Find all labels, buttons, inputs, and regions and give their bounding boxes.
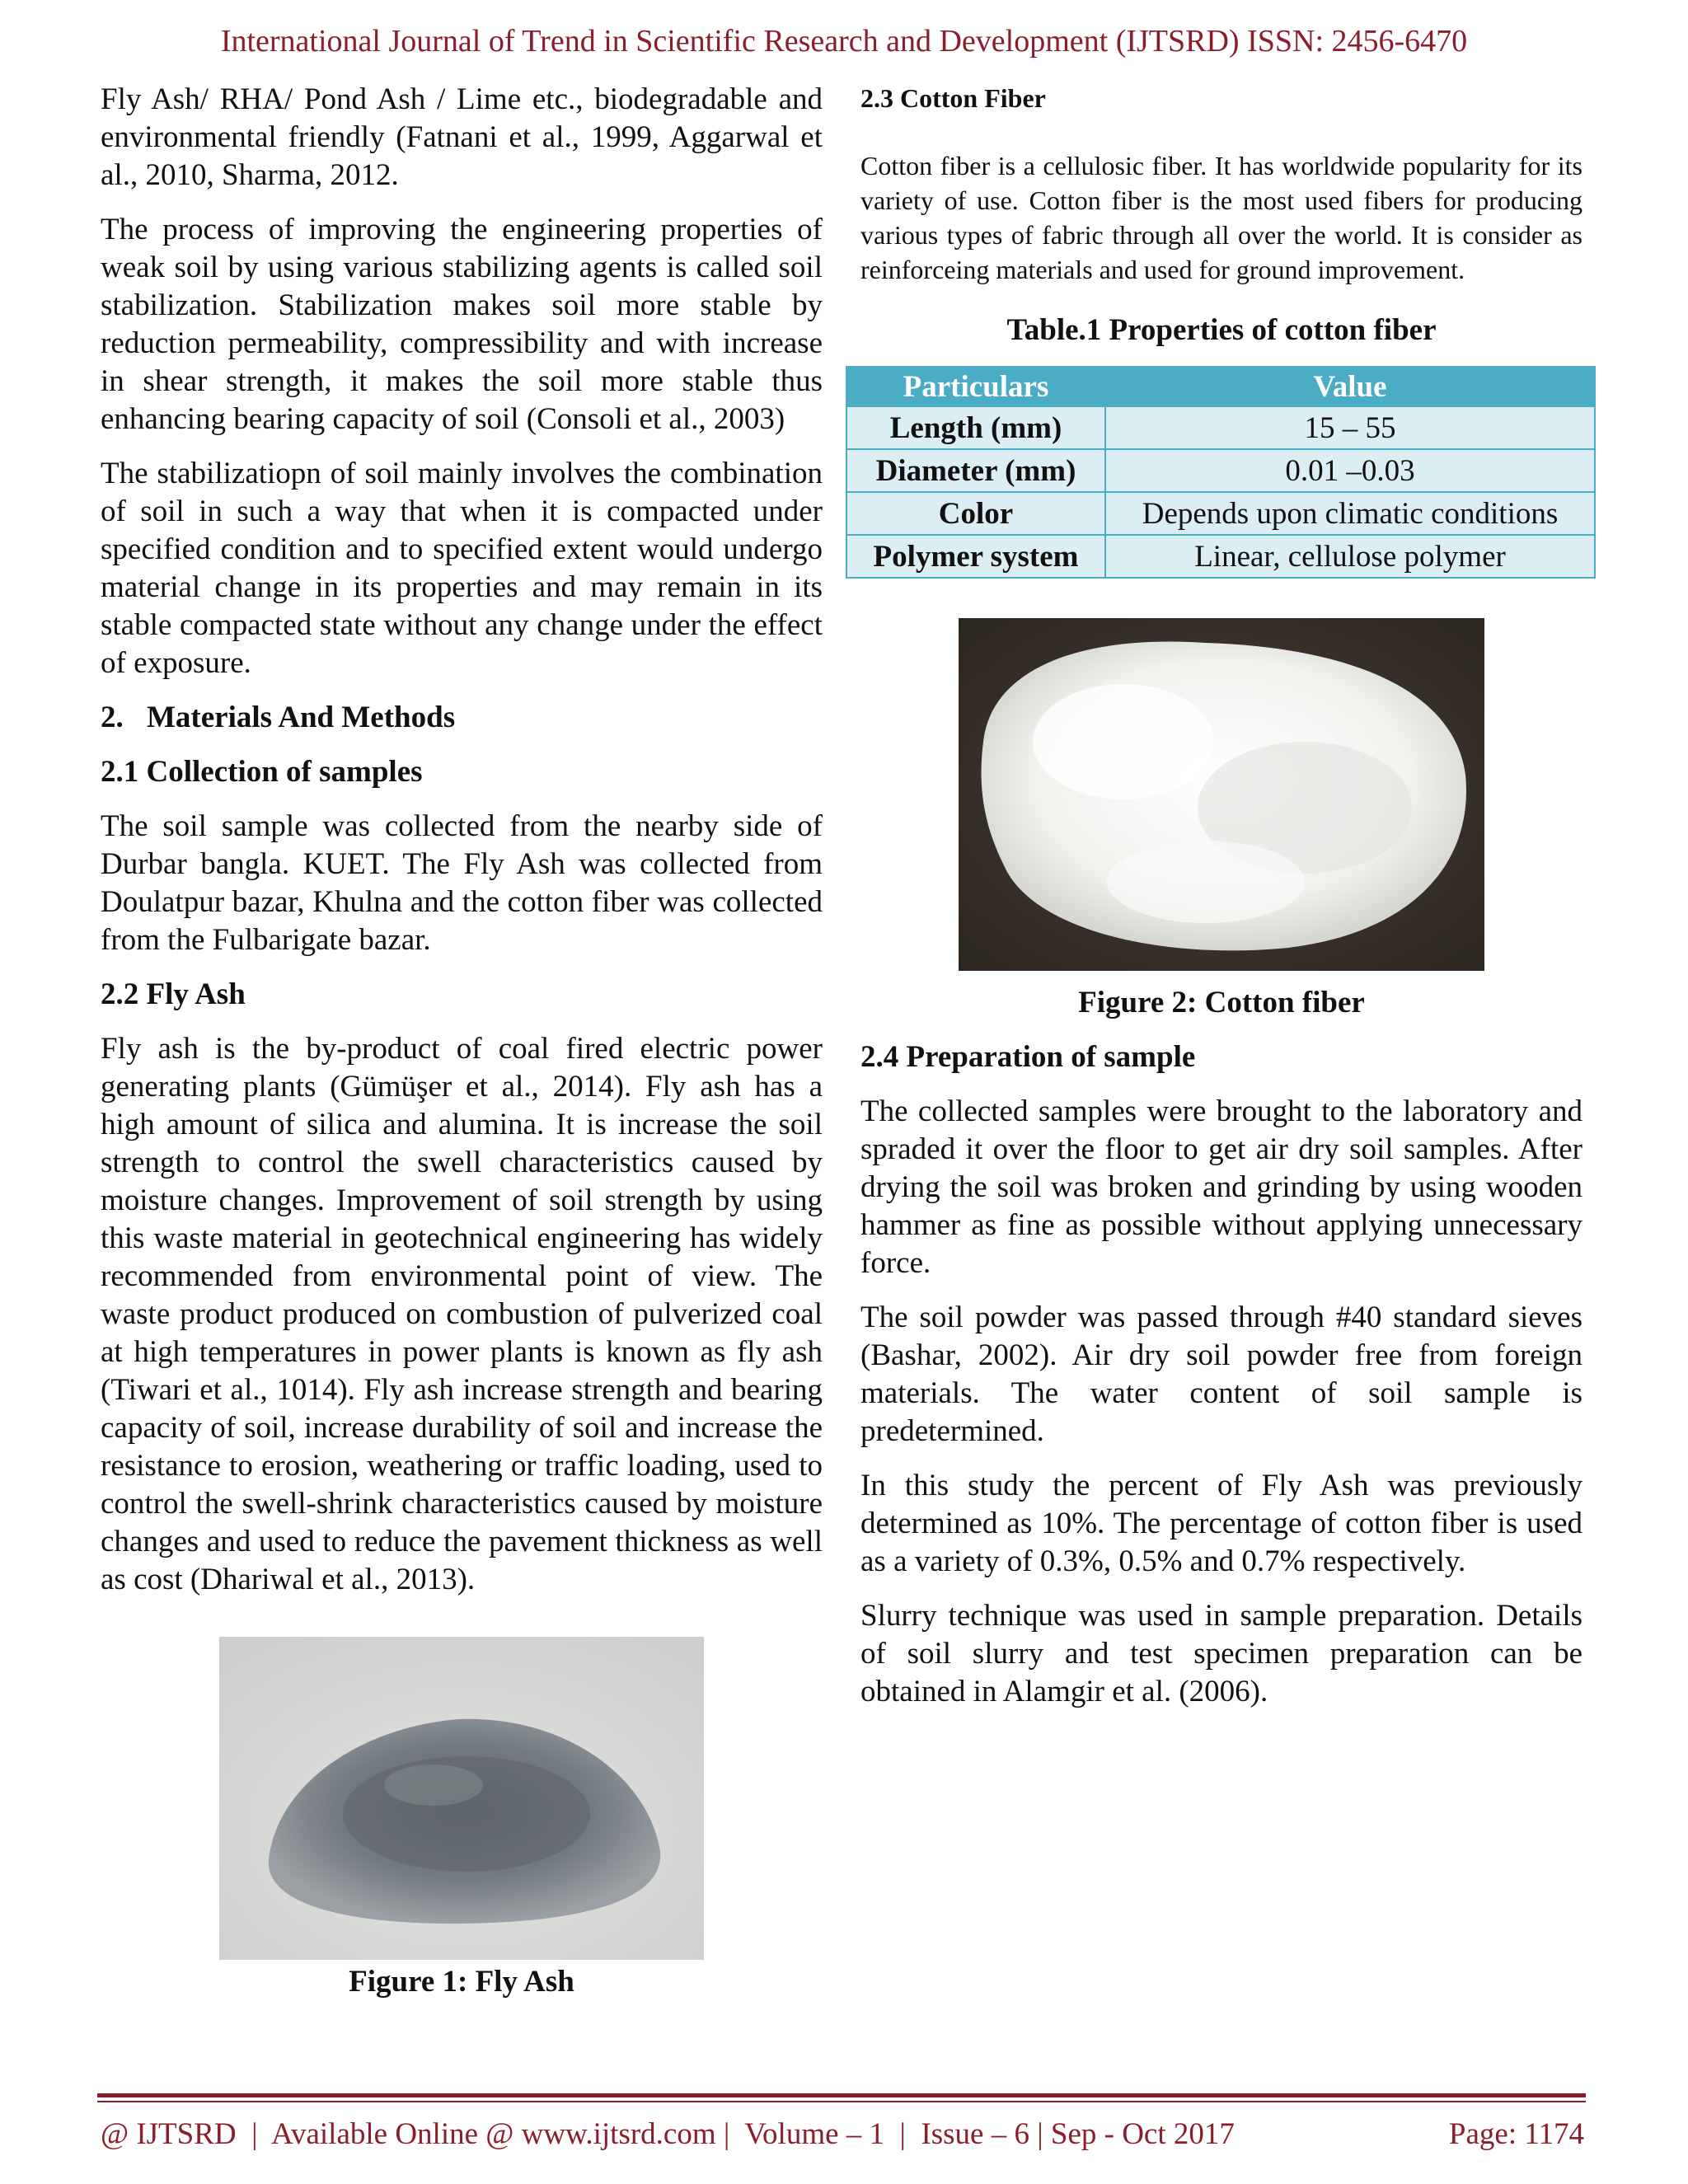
table-cell: Diameter (mm) bbox=[846, 449, 1105, 492]
right-column bbox=[860, 81, 1582, 1727]
cotton-fiber-photo bbox=[959, 618, 1484, 971]
table-cell: Depends upon climatic conditions bbox=[1105, 492, 1595, 535]
column-header-value: Value bbox=[1105, 367, 1595, 406]
subsection-heading-preparation: 2.4 Preparation of sample bbox=[860, 1040, 1196, 1074]
table-cell: Linear, cellulose polymer bbox=[1105, 535, 1595, 578]
subsection-heading-fly-ash: 2.2 Fly Ash bbox=[101, 977, 246, 1011]
intro-paragraph-3: The stabilizatiopn of soil mainly involves the combination of soil in such a way that when it is compacted under specified condition and to specified extent would undergo material change in its properties and may remain in its stable compacted state without any change under the effect of exposure. bbox=[101, 457, 823, 680]
table-1-caption: Table.1 Properties of cotton fiber bbox=[1006, 313, 1437, 347]
figure-2-caption: Figure 2: Cotton fiber bbox=[1078, 986, 1365, 1019]
table-header-row bbox=[846, 367, 1595, 406]
subsection-heading-collection: 2.1 Collection of samples bbox=[101, 755, 423, 789]
cotton-paragraph: Cotton fiber is a cellulosic fiber. It has worldwide popularity for its variety of use. Cotton fiber is the most used fibers for producing various types of fabric through all over the world. It is consider as reinforceing materials and used for ground improvement. bbox=[860, 151, 1582, 284]
table-row bbox=[846, 406, 1595, 449]
section-number: 2. bbox=[101, 701, 124, 734]
section-title: Materials And Methods bbox=[147, 701, 456, 734]
preparation-paragraph-2: The soil powder was passed through #40 standard sieves (Bashar, 2002). Air dry soil powder free from foreign materials. The water content of soil sample is predetermined. bbox=[860, 1301, 1582, 1448]
subsection-heading-cotton: 2.3 Cotton Fiber bbox=[860, 83, 1046, 113]
journal-header: International Journal of Trend in Scientific Research and Development (IJTSRD) ISSN: 2456-6470 bbox=[220, 24, 1468, 59]
footer-divider-thin bbox=[97, 2101, 1586, 2102]
table-cell: Length (mm) bbox=[846, 406, 1105, 449]
table-row bbox=[846, 535, 1595, 578]
collection-paragraph: The soil sample was collected from the nearby side of Durbar bangla. KUET. The Fly Ash was collected from Doulatpur bazar, Khulna and the cotton fiber was collected from the Fulbarigate bazar. bbox=[101, 809, 823, 957]
fly-ash-photo bbox=[219, 1637, 704, 1960]
table-cell: Polymer system bbox=[846, 535, 1105, 578]
intro-paragraph-1: Fly Ash/ RHA/ Pond Ash / Lime etc., biodegradable and environmental friendly (Fatnani et al., 1999, Aggarwal et al., 2010, Sharma, 2012. bbox=[101, 82, 823, 192]
table-cell: 15 – 55 bbox=[1105, 406, 1595, 449]
table-row bbox=[846, 449, 1595, 492]
preparation-paragraph-4: Slurry technique was used in sample preparation. Details of soil slurry and test specimen preparation can be obtained in Alamgir et al. (2006). bbox=[860, 1599, 1582, 1708]
intro-paragraph-2: The process of improving the engineering properties of weak soil by using various stabilizing agents is called soil stabilization. Stabilization makes soil more stable by reduction permeability, compressibility and with increase in shear strength, it makes the soil more stable thus enhancing bearing capacity of soil (Consoli et al., 2003) bbox=[101, 213, 823, 436]
cotton-properties-table bbox=[846, 366, 1596, 579]
column-header-particulars: Particulars bbox=[846, 367, 1105, 406]
footer-text: @ IJTSRD | Available Online @ www.ijtsrd.com | Volume – 1 | Issue – 6 | Sep - Oct 2017 bbox=[101, 2117, 1235, 2151]
table-row bbox=[846, 492, 1595, 535]
table-cell: 0.01 –0.03 bbox=[1105, 449, 1595, 492]
footer-divider bbox=[97, 2093, 1586, 2097]
page-number: Page: 1174 bbox=[1448, 2117, 1584, 2151]
table-cell: Color bbox=[846, 492, 1105, 535]
figure-1-caption: Figure 1: Fly Ash bbox=[349, 1965, 574, 1999]
section-heading-materials bbox=[101, 699, 823, 737]
preparation-paragraph-1: The collected samples were brought to the laboratory and spraded it over the floor to get air dry soil samples. After drying the soil was broken and grinding by using wooden hammer as fine as possible without applying unnecessary force. bbox=[860, 1094, 1582, 1280]
page-footer bbox=[101, 2116, 1584, 2152]
left-column bbox=[101, 81, 823, 2001]
preparation-paragraph-3: In this study the percent of Fly Ash was previously determined as 10%. The percentage of cotton fiber is used as a variety of 0.3%, 0.5% and 0.7% respectively. bbox=[860, 1469, 1582, 1578]
fly-ash-paragraph: Fly ash is the by-product of coal fired electric power generating plants (Gümüşer et al., 2014). Fly ash has a high amount of silica and alumina. It is increase the soil strength to control the swell characteristics caused by moisture changes. Improvement of soil strength by using this waste material in geotechnical engineering has widely recommended from environmental point of view. The waste product produced on combustion of pulverized coal at high temperatures in power plants is known as fly ash (Tiwari et al., 1014). Fly ash increase strength and bearing capacity of soil, increase durability of soil and increase the resistance to erosion, weathering or traffic loading, used to control the swell-shrink characteristics caused by moisture changes and used to reduce the pavement thickness as well as cost (Dhariwal et al., 2013). bbox=[101, 1032, 823, 1596]
